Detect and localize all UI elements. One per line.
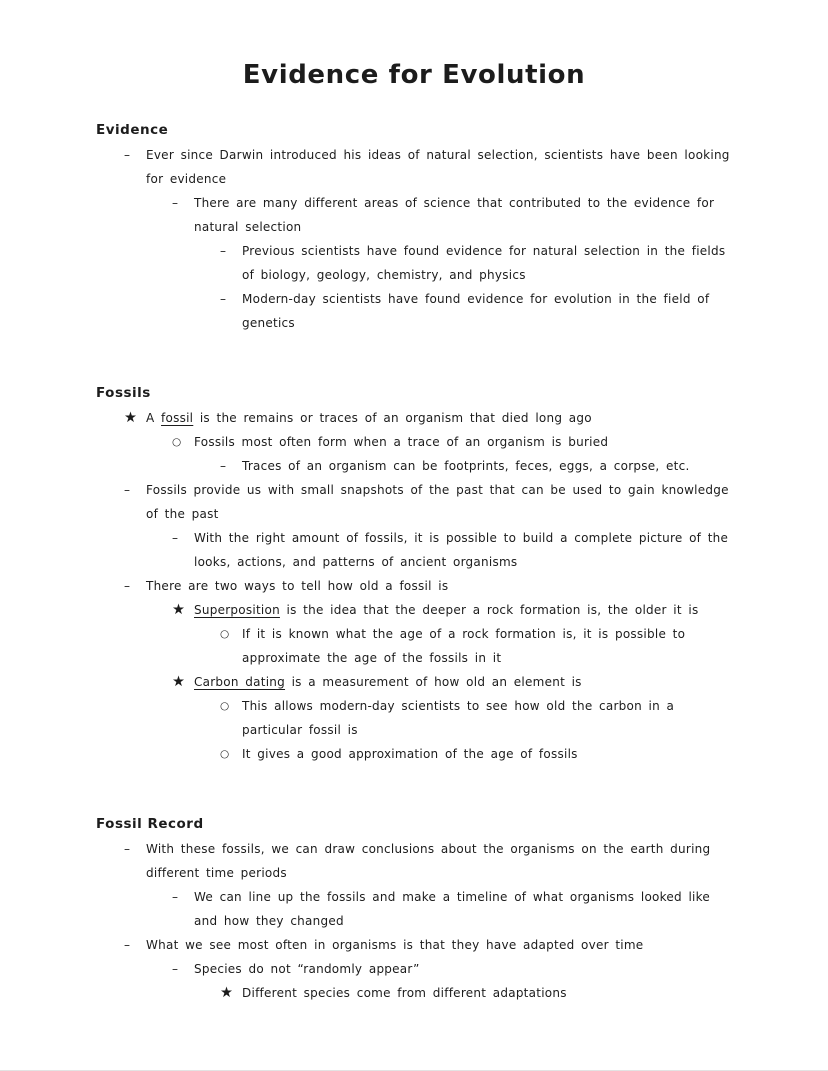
list-item-text: A fossil is the remains or traces of an organism that died long ago bbox=[146, 411, 592, 425]
list-item-text: There are two ways to tell how old a fossil is bbox=[146, 579, 449, 593]
list-item bbox=[96, 837, 732, 885]
circle-bullet-icon: ○ bbox=[220, 748, 230, 760]
dash-bullet-icon: – bbox=[172, 531, 179, 545]
dash-bullet-icon: – bbox=[124, 579, 131, 593]
list-item bbox=[96, 670, 732, 694]
list-item-text: It gives a good approximation of the age of fossils bbox=[242, 747, 578, 761]
circle-bullet-icon: ○ bbox=[172, 436, 182, 448]
dash-bullet-icon: – bbox=[172, 890, 179, 904]
dash-bullet-icon: – bbox=[220, 292, 227, 306]
list-item-text: Fossils most often form when a trace of an organism is buried bbox=[194, 435, 609, 449]
dash-bullet-icon: – bbox=[172, 196, 179, 210]
list-item bbox=[96, 454, 732, 478]
list-item-text: What we see most often in organisms is that they have adapted over time bbox=[146, 938, 644, 952]
section-heading: Fossil Record bbox=[96, 816, 204, 832]
list-item bbox=[96, 622, 732, 670]
star-bullet-icon: ★ bbox=[172, 602, 186, 618]
list-item-text: We can line up the fossils and make a timeline of what organisms looked like and how they changed bbox=[194, 890, 711, 928]
list-item-text: If it is known what the age of a rock formation is, it is possible to approximate the age of the fossils in it bbox=[242, 627, 686, 665]
list-item-text: Ever since Darwin introduced his ideas of natural selection, scientists have been looking for evidence bbox=[146, 148, 730, 186]
star-bullet-icon: ★ bbox=[172, 674, 186, 690]
dash-bullet-icon: – bbox=[124, 842, 131, 856]
list-item bbox=[96, 191, 732, 239]
dash-bullet-icon: – bbox=[124, 148, 131, 162]
page-title: Evidence for Evolution bbox=[242, 60, 586, 90]
list-item bbox=[96, 957, 732, 981]
circle-bullet-icon: ○ bbox=[220, 700, 230, 712]
list-item bbox=[96, 430, 732, 454]
list-item-text: This allows modern-day scientists to see how old the carbon in a particular fossil is bbox=[242, 699, 675, 737]
list-item-text: There are many different areas of science that contributed to the evidence for natural selection bbox=[194, 196, 715, 234]
list-item bbox=[96, 526, 732, 574]
list-item bbox=[96, 981, 732, 1005]
dash-bullet-icon: – bbox=[220, 244, 227, 258]
list-item-text: Species do not “randomly appear” bbox=[194, 962, 420, 976]
note-section bbox=[96, 381, 732, 766]
list-item-text: Carbon dating is a measurement of how old an element is bbox=[194, 675, 582, 689]
list-item bbox=[96, 598, 732, 622]
list-item-text: Previous scientists have found evidence for natural selection in the fields of biology, geology, chemistry, and physics bbox=[242, 244, 726, 282]
list-item bbox=[96, 406, 732, 430]
list-item bbox=[96, 239, 732, 287]
note-section bbox=[96, 118, 732, 335]
section-heading: Evidence bbox=[96, 122, 169, 138]
section-heading: Fossils bbox=[96, 385, 151, 401]
sections bbox=[96, 118, 732, 1005]
list-item-text: With these fossils, we can draw conclusions about the organisms on the earth during different time periods bbox=[146, 842, 711, 880]
dash-bullet-icon: – bbox=[172, 962, 179, 976]
circle-bullet-icon: ○ bbox=[220, 628, 230, 640]
list-item bbox=[96, 574, 732, 598]
list-item bbox=[96, 933, 732, 957]
list-item-text: Superposition is the idea that the deeper a rock formation is, the older it is bbox=[194, 603, 699, 617]
list-item-text: Different species come from different adaptations bbox=[242, 986, 567, 1000]
list-item bbox=[96, 478, 732, 526]
list-item-text: Traces of an organism can be footprints, feces, eggs, a corpse, etc. bbox=[242, 459, 690, 473]
star-bullet-icon: ★ bbox=[124, 410, 138, 426]
list-item bbox=[96, 287, 732, 335]
dash-bullet-icon: – bbox=[220, 459, 227, 473]
list-item-text: Modern-day scientists have found evidence for evolution in the field of genetics bbox=[242, 292, 710, 330]
list-item bbox=[96, 885, 732, 933]
list-item-text: With the right amount of fossils, it is possible to build a complete picture of the looks, actions, and patterns of ancient organisms bbox=[194, 531, 729, 569]
list-item bbox=[96, 694, 732, 742]
star-bullet-icon: ★ bbox=[220, 985, 234, 1001]
list-item bbox=[96, 143, 732, 191]
list-item bbox=[96, 742, 732, 766]
note-section bbox=[96, 812, 732, 1005]
dash-bullet-icon: – bbox=[124, 938, 131, 952]
dash-bullet-icon: – bbox=[124, 483, 131, 497]
list-item-text: Fossils provide us with small snapshots of the past that can be used to gain knowledge of the past bbox=[146, 483, 729, 521]
